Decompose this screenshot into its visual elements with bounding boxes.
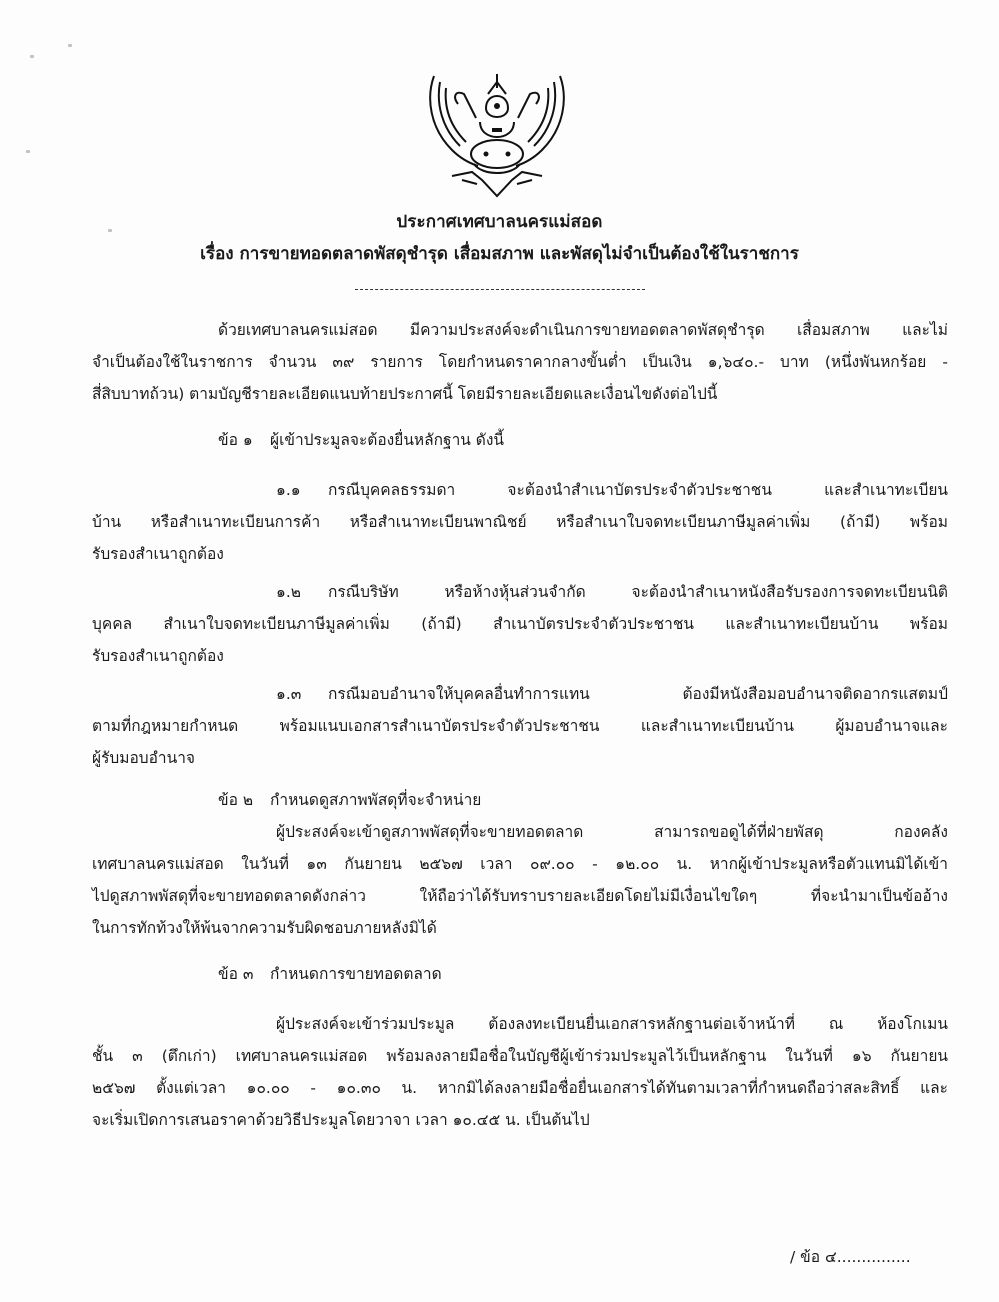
item-number: ๑.๒ (276, 583, 301, 601)
scan-speck (68, 44, 72, 47)
intro-line: จำเป็นต้องใช้ในราชการ จำนวน ๓๙ รายการ โดยกำหนดราคากลางขั้นต่ำ เป็นเงิน ๑,๖๔๐.- บาท (หนึ่งพันหกร้อย - (92, 353, 948, 371)
item-text: กรณีมอบอำนาจให้บุคคลอื่นทำการแทน ต้องมีหนังสือมอบอำนาจติดอากรแสตมป์ (328, 685, 948, 703)
item-1-1-line (276, 480, 948, 500)
item-1-3-line: ตามที่กฎหมายกำหนด พร้อมแนบเอกสารสำเนาบัตรประจำตัวประชาชน และสำเนาทะเบียนบ้าน ผู้มอบอำนาจและ (92, 717, 948, 735)
section-2-line: ในการทักท้วงให้พ้นจากความรับผิดชอบภายหลังมิได้ (92, 919, 437, 937)
dashed-separator (355, 289, 645, 290)
section-3-line: ๒๕๖๗ ตั้งแต่เวลา ๑๐.๐๐ - ๑๐.๓๐ น. หากมิได้ลงลายมือชื่อยื่นเอกสารได้ทันตามเวลาที่กำหนดถือว่าสละสิทธิ์ และ (92, 1079, 948, 1097)
section-title: กำหนดดูสภาพพัสดุที่จะจำหน่าย (270, 791, 482, 809)
section-title: กำหนดการขายทอดตลาด (270, 965, 442, 983)
intro-line: สี่สิบบาทถ้วน) ตามบัญชีรายละเอียดแนบท้ายประกาศนี้ โดยมีรายละเอียดและเงื่อนไขดังต่อไปนี้ (92, 385, 718, 403)
item-1-2-line (276, 582, 948, 602)
page-continuation: / ข้อ ๔............... (790, 1248, 911, 1266)
item-1-3-line: ผู้รับมอบอำนาจ (92, 749, 196, 767)
section-title: ผู้เข้าประมูลจะต้องยื่นหลักฐาน ดังนี้ (270, 431, 505, 449)
section-2-line: ไปดูสภาพพัสดุที่จะขายทอดตลาดดังกล่าว ให้ถือว่าได้รับทราบรายละเอียดโดยไม่มีเงื่อนไขใดๆ ที่จะนำมาเป็นข้ออ้าง (92, 887, 948, 905)
announcement-title: ประกาศเทศบาลนครแม่สอด (396, 212, 603, 232)
garuda-emblem-icon (422, 68, 572, 203)
item-text: กรณีบริษัท หรือห้างหุ้นส่วนจำกัด จะต้องนำสำเนาหนังสือรับรองการจดทะเบียนนิติ (328, 583, 948, 601)
section-3-line: ผู้ประสงค์จะเข้าร่วมประมูล ต้องลงทะเบียนยื่นเอกสารหลักฐานต่อเจ้าหน้าที่ ณ ห้องโกเมน (276, 1015, 948, 1033)
section-2-line: ผู้ประสงค์จะเข้าดูสภาพพัสดุที่จะขายทอดตลาด สามารถขอดูได้ที่ฝ่ายพัสดุ กองคลัง (276, 823, 948, 841)
section-3-line: จะเริ่มเปิดการเสนอราคาด้วยวิธีประมูลโดยวาจา เวลา ๑๐.๔๕ น. เป็นต้นไป (92, 1111, 590, 1129)
section-3-line: ชั้น ๓ (ตึกเก่า) เทศบาลนครแม่สอด พร้อมลงลายมือชื่อในบัญชีผู้เข้าร่วมประมูลไว้เป็นหลักฐาน ในวันที่ ๑๖ กันยายน (92, 1047, 948, 1065)
item-1-2-line: รับรองสำเนาถูกต้อง (92, 647, 224, 665)
scan-speck (30, 55, 34, 58)
item-number: ๑.๓ (276, 685, 302, 703)
section-2-line: เทศบาลนครแม่สอด ในวันที่ ๑๓ กันยายน ๒๕๖๗ เวลา ๐๙.๐๐ - ๑๒.๐๐ น. หากผู้เข้าประมูลหรือตัวแทนมิได้เข้า (92, 855, 948, 873)
scan-speck (26, 150, 30, 153)
item-1-1-line: รับรองสำเนาถูกต้อง (92, 545, 224, 563)
section-number: ข้อ ๑ (218, 431, 253, 449)
item-1-1-line: บ้าน หรือสำเนาทะเบียนการค้า หรือสำเนาทะเบียนพาณิชย์ หรือสำเนาใบจดทะเบียนภาษีมูลค่าเพิ่ม (ถ้ามี) พร้อม (92, 513, 948, 531)
item-text: กรณีบุคคลธรรมดา จะต้องนำสำเนาบัตรประจำตัวประชาชน และสำเนาทะเบียน (328, 481, 948, 499)
section-1-heading (218, 430, 504, 450)
announcement-subject: เรื่อง การขายทอดตลาดพัสดุชำรุด เสื่อมสภาพ และพัสดุไม่จำเป็นต้องใช้ในราชการ (200, 244, 799, 264)
item-1-2-line: บุคคล สำเนาใบจดทะเบียนภาษีมูลค่าเพิ่ม (ถ้ามี) สำเนาบัตรประจำตัวประชาชน และสำเนาทะเบียนบ้าน พร้อม (92, 615, 948, 633)
section-number: ข้อ ๓ (218, 965, 254, 983)
section-2-heading (218, 790, 481, 810)
section-3-heading (218, 964, 442, 984)
item-number: ๑.๑ (276, 481, 301, 499)
item-1-3-line (276, 684, 948, 704)
intro-line: ด้วยเทศบาลนครแม่สอด มีความประสงค์จะดำเนินการขายทอดตลาดพัสดุชำรุด เสื่อมสภาพ และไม่ (218, 321, 948, 339)
section-number: ข้อ ๒ (218, 791, 254, 809)
